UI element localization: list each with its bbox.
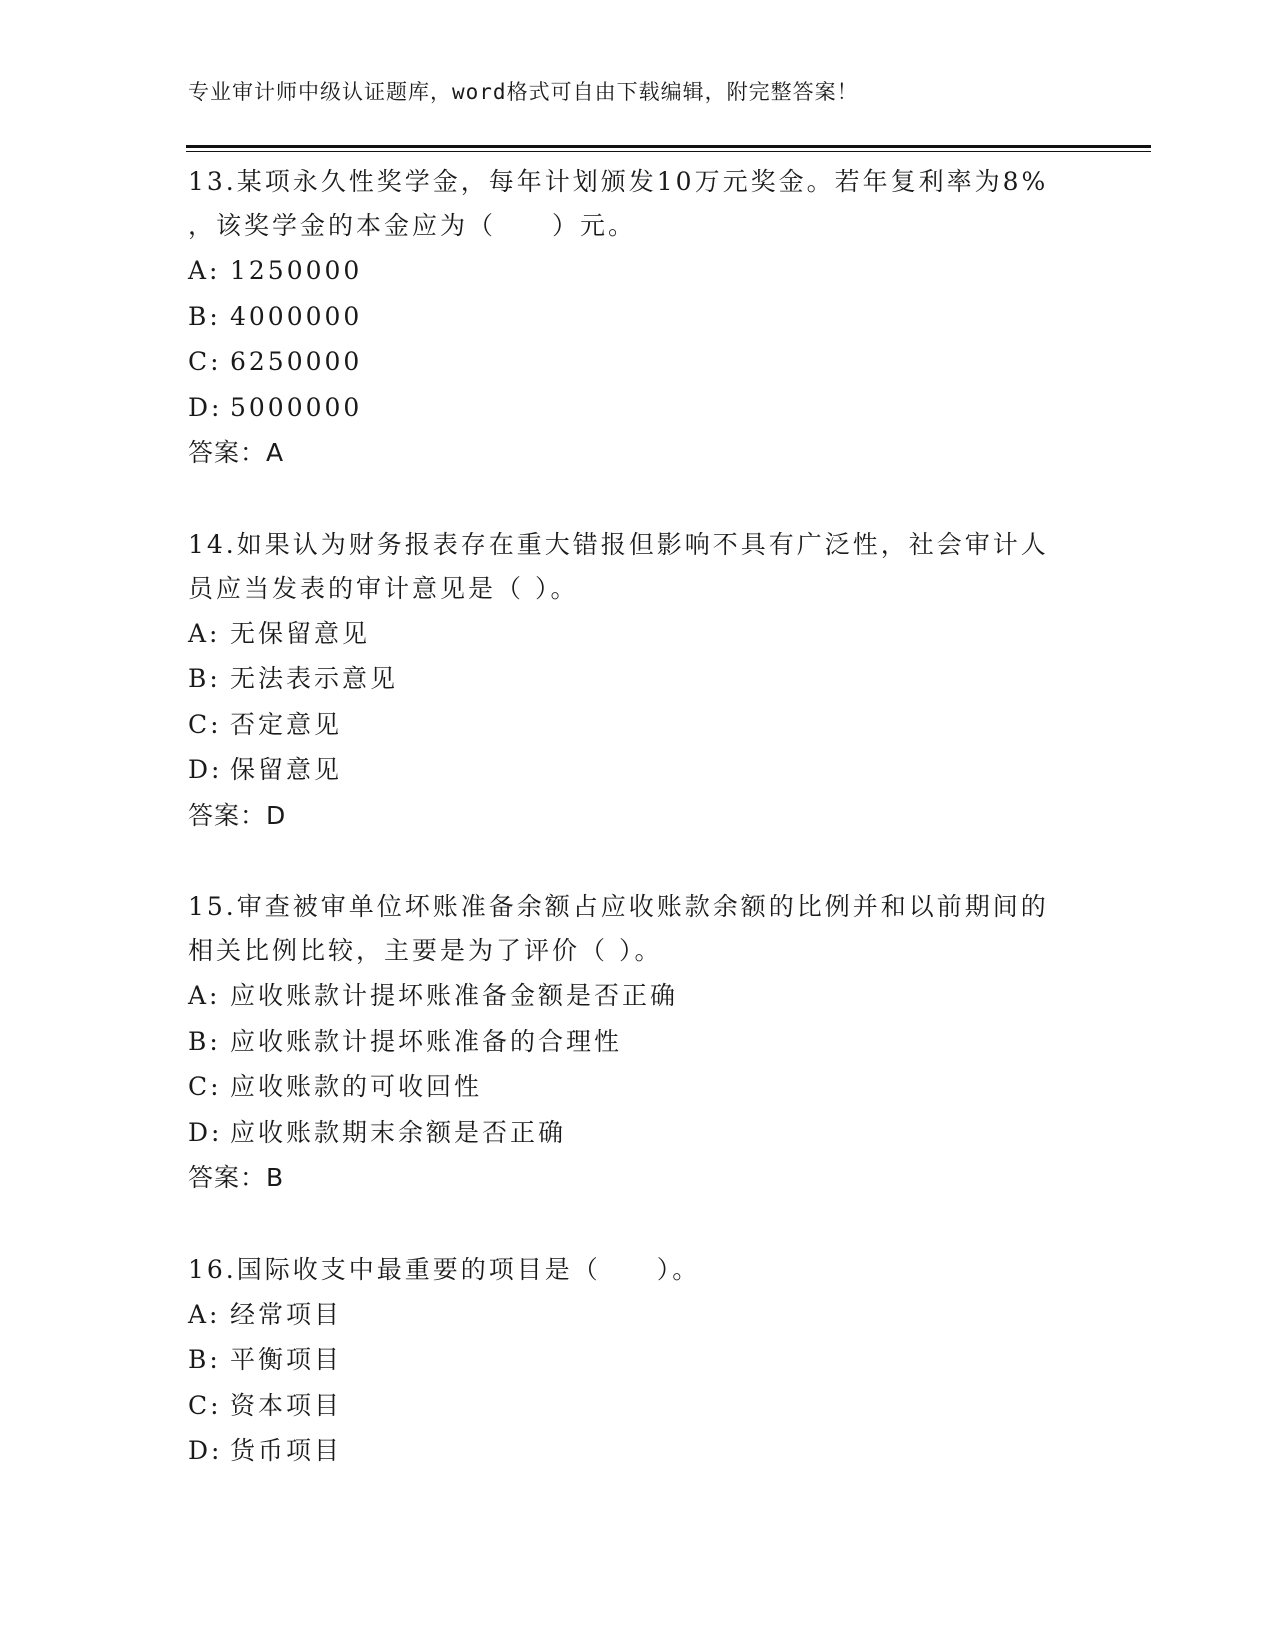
option-key: C:: [188, 1390, 222, 1420]
option-text: 应收账款计提坏账准备金额是否正确: [230, 981, 679, 1010]
question-stem-line: 13.某项永久性奖学金，每年计划颁发10万元奖金。若年复利率为8%: [188, 167, 1049, 196]
option-key: C:: [188, 709, 222, 739]
answer-line: 答案：B: [188, 1163, 285, 1192]
question-stem-line: 14.如果认为财务报表存在重大错报但影响不具有广泛性，社会审计人: [188, 529, 1049, 559]
spacer: [188, 1201, 1088, 1248]
option-text: 平衡项目: [230, 1345, 343, 1374]
option-text: 保留意见: [230, 755, 343, 784]
option-c: [188, 702, 1088, 748]
option-b: [188, 1337, 1088, 1383]
option-key: B:: [188, 1345, 221, 1374]
option-key: B:: [188, 301, 221, 331]
question-14: [188, 523, 1088, 839]
option-a: [188, 1292, 1088, 1338]
header-divider-thick: [186, 145, 1151, 148]
option-text: 货币项目: [230, 1436, 343, 1465]
option-d: [188, 1110, 1088, 1156]
option-a: [188, 973, 1088, 1019]
option-b: [188, 656, 1088, 702]
question-15: [188, 885, 1088, 1201]
option-key: D:: [188, 392, 223, 422]
option-text: 资本项目: [230, 1390, 343, 1420]
option-text: 应收账款计提坏账准备的合理性: [230, 1026, 623, 1056]
option-text: 否定意见: [230, 709, 343, 739]
question-list: [188, 160, 1088, 1474]
option-text: 无保留意见: [230, 618, 371, 648]
header-divider-thin: [186, 151, 1151, 152]
question-stem-line: 16.国际收支中最重要的项目是（ ）。: [188, 1254, 701, 1284]
option-key: D:: [188, 1436, 223, 1465]
question-stem-line: 相关比例比较，主要是为了评价（ ）。: [188, 936, 663, 965]
option-key: A:: [188, 618, 221, 648]
option-c: [188, 1383, 1088, 1429]
option-key: A:: [188, 256, 221, 285]
option-d: [188, 747, 1088, 793]
option-d: [188, 385, 1088, 431]
answer-line: 答案：D: [188, 800, 287, 830]
option-key: A:: [188, 1299, 221, 1329]
option-key: B:: [188, 1026, 221, 1056]
spacer: [188, 476, 1088, 523]
option-text: 4000000: [230, 301, 363, 331]
question-stem-line: 15.审查被审单位坏账准备余额占应收账款余额的比例并和以前期间的: [188, 892, 1049, 921]
option-text: 6250000: [230, 347, 363, 376]
spacer: [188, 838, 1088, 885]
option-text: 应收账款期末余额是否正确: [230, 1117, 567, 1147]
option-text: 1250000: [230, 256, 363, 285]
option-text: 应收账款的可收回性: [230, 1072, 483, 1101]
page-header: 专业审计师中级认证题库，word格式可自由下载编辑，附完整答案！: [188, 80, 859, 104]
option-c: [188, 1064, 1088, 1110]
question-16: [188, 1248, 1088, 1474]
question-stem-line: ，该奖学金的本金应为（ ）元。: [188, 211, 637, 240]
option-key: D:: [188, 755, 223, 784]
option-a: [188, 248, 1088, 294]
question-stem-line: 员应当发表的审计意见是（ ）。: [188, 573, 579, 603]
option-key: C:: [188, 1072, 222, 1101]
option-a: [188, 611, 1088, 657]
option-b: [188, 294, 1088, 340]
option-key: C:: [188, 347, 222, 376]
option-text: 5000000: [230, 392, 363, 422]
option-key: B:: [188, 664, 221, 693]
answer-line: 答案：A: [188, 438, 285, 467]
option-b: [188, 1019, 1088, 1065]
option-text: 经常项目: [230, 1299, 343, 1329]
option-key: D:: [188, 1117, 223, 1147]
question-13: [188, 160, 1088, 476]
option-key: A:: [188, 981, 221, 1010]
option-c: [188, 339, 1088, 385]
option-d: [188, 1428, 1088, 1474]
option-text: 无法表示意见: [230, 664, 399, 693]
